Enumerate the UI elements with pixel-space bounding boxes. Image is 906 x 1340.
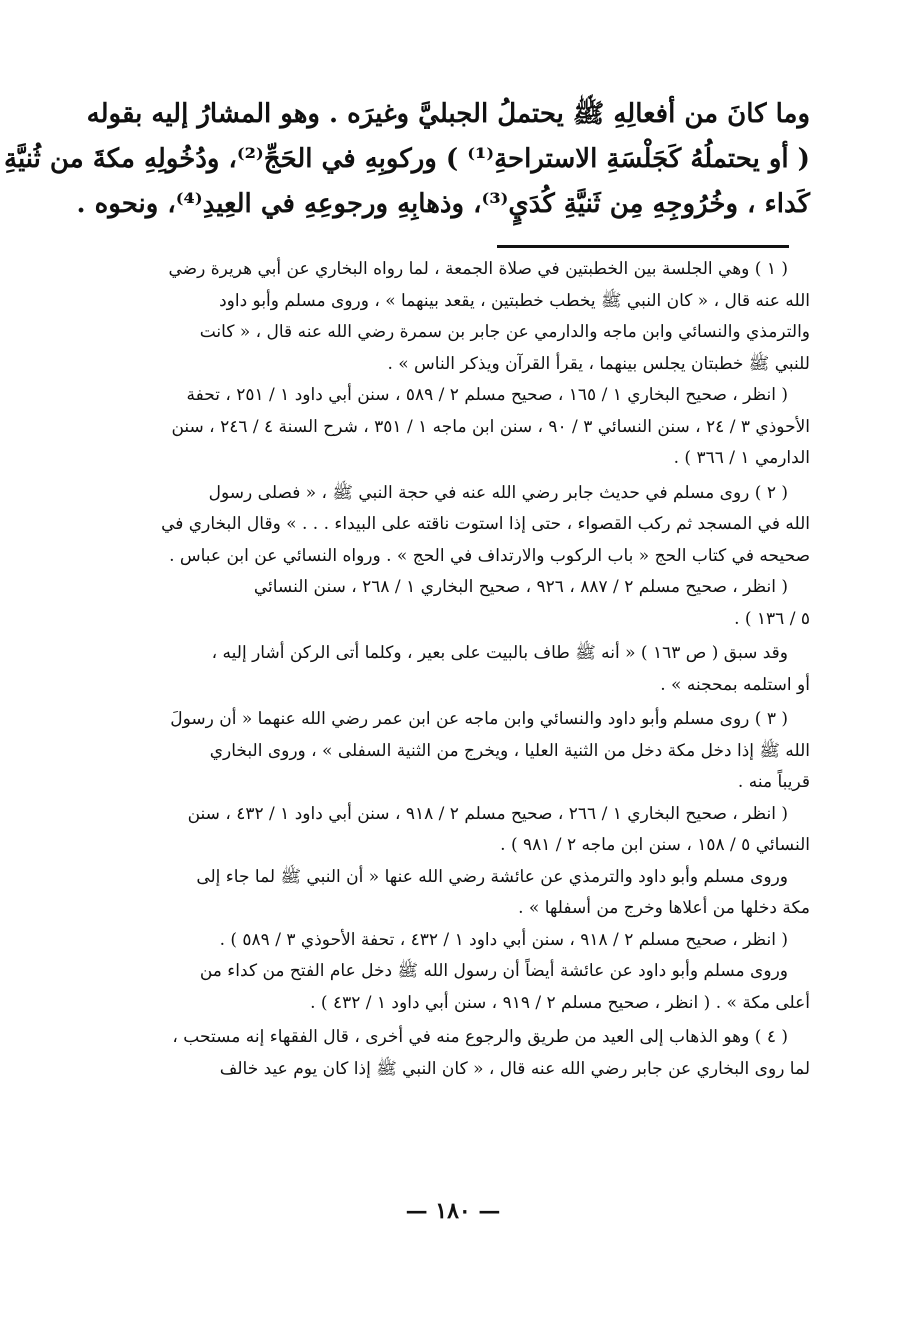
footnote-line: قريباً منه . [737,772,810,792]
footnote-3-second-addendum [102,956,810,1019]
main-text-line: ( أو يحتملُهُ كَجَلْسَةِ الاستراحةِ⁽¹⁾ ) وركوبِهِ في الحَجِّ⁽²⁾، ودُخُولِهِ مكةَ من ثُنيَّةِ [4,144,810,174]
footnote-line: وروى مسلم وأبو داود عن عائشة أيضاً أن رسول الله ﷺ دخل عام الفتح من كداء من [199,961,788,981]
footnote-3 [102,704,810,799]
page-number: — ١٨٠ — [405,1198,501,1224]
footnotes [102,254,810,1085]
footnote-3-references [102,799,810,862]
footnote-line: ( انظر ، صحيح البخاري ١ / ١٦٥ ، صحيح مسلم ٢ / ٥٨٩ ، سنن أبي داود ١ / ٢٥١ ، تحفة [186,385,788,405]
footnote-line: الأحوذي ٣ / ٢٤ ، سنن النسائي ٣ / ٩٠ ، سنن ابن ماجه ١ / ٣٥١ ، شرح السنة ٤ / ٢٤٦ ، سنن [171,416,810,437]
footnote-3-addendum-references [102,925,810,957]
footnote-line: الله في المسجد ثم ركب القصواء ، حتى إذا استوت ناقته على البيداء . . . » وقال البخاري في [161,514,810,534]
main-text-line: كَداء ، وخُرُوجِهِ مِن ثَنيَّةِ كُدَيٍ⁽³⁾، وذهابِهِ ورجوعِهِ في العِيدِ⁽⁴⁾، ونحوه . [76,189,810,219]
footnote-separator [497,245,789,248]
footnote-line: ( انظر ، صحيح البخاري ١ / ٢٦٦ ، صحيح مسلم ٢ / ٩١٨ ، سنن أبي داود ١ / ٤٣٢ ، سنن [187,803,788,824]
footnote-line: للنبي ﷺ خطبتان يجلس بينهما ، يقرأ القرآن ويذكر الناس » . [387,353,810,374]
footnote-2 [102,478,810,573]
footnote-line: وقد سبق ( ص ١٦٣ ) « أنه ﷺ طاف بالبيت على بعير ، وكلما أتى الركن أشار إليه ، [211,643,788,663]
footnote-line: ( ٣ ) روى مسلم وأبو داود والنسائي وابن ماجه عن ابن عمر رضي الله عنهما « أن رسولَ [170,709,788,729]
footnote-2-references [102,572,810,635]
footnote-1 [102,254,810,380]
footnote-line: وروى مسلم وأبو داود والترمذي عن عائشة رضي الله عنها « أن النبي ﷺ لما جاء إلى [196,866,788,887]
footnote-line: ( ٢ ) روى مسلم في حديث جابر رضي الله عنه في حجة النبي ﷺ ، « فصلى رسول [208,482,788,503]
footnote-line: مكة دخلها من أعلاها وخرج من أسفلها » . [518,898,810,918]
footnote-line: النسائي ٥ / ١٥٨ ، سنن ابن ماجه ٢ / ٩٨١ ) . [500,835,810,855]
footnote-1-references [102,380,810,475]
footnote-line: ( انظر ، صحيح مسلم ٢ / ٨٨٧ ، ٩٢٦ ، صحيح البخاري ١ / ٢٦٨ ، سنن النسائي [253,577,788,597]
footnote-4 [102,1022,810,1085]
footnote-line: أعلى مكة » . ( انظر ، صحيح مسلم ٢ / ٩١٩ ، سنن أبي داود ١ / ٤٣٢ ) . [310,992,810,1013]
footnote-line: لما روى البخاري عن جابر رضي الله عنه قال ، « كان النبي ﷺ إذا كان يوم عيد خالف [219,1058,810,1079]
footnote-3-addendum [102,862,810,925]
footnote-line: ( ٤ ) وهو الذهاب إلى العيد من طريق والرجوع منه في أخرى ، قال الفقهاء إنه مستحب ، [172,1027,788,1047]
footnote-2-addendum [102,638,810,701]
main-text-line: وما كانَ من أفعالِهِ ﷺ يحتملُ الجبليَّ وغيرَه . وهو المشارُ إليه بقوله [86,99,810,129]
footnote-line: الدارمي ١ / ٣٦٦ ) . [673,448,810,468]
footnote-line: والترمذي والنسائي وابن ماجه والدارمي عن جابر بن سمرة رضي الله عنه قال ، « كانت [199,322,810,342]
footnote-line: صحيحه في كتاب الحج « باب الركوب والارتداف في الحج » . ورواه النسائي عن ابن عباس . [169,545,810,566]
footnote-line: ( انظر ، صحيح مسلم ٢ / ٩١٨ ، سنن أبي داود ١ / ٤٣٢ ، تحفة الأحوذي ٣ / ٥٨٩ ) . [219,929,788,950]
main-text [4,92,810,227]
footnote-line: أو استلمه بمحجنه » . [660,674,810,695]
footnote-line: ٥ / ١٣٦ ) . [734,608,810,629]
footnote-line: الله ﷺ إذا دخل مكة دخل من الثنية العليا ، ويخرج من الثنية السفلى » ، وروى البخاري [209,740,810,761]
footnote-line: الله عنه قال ، « كان النبي ﷺ يخطب خطبتين ، يقعد بينهما » ، وروى مسلم وأبو داود [219,290,810,311]
footnote-line: ( ١ ) وهي الجلسة بين الخطبتين في صلاة الجمعة ، لما رواه البخاري عن أبي هريرة رضي [168,259,788,279]
